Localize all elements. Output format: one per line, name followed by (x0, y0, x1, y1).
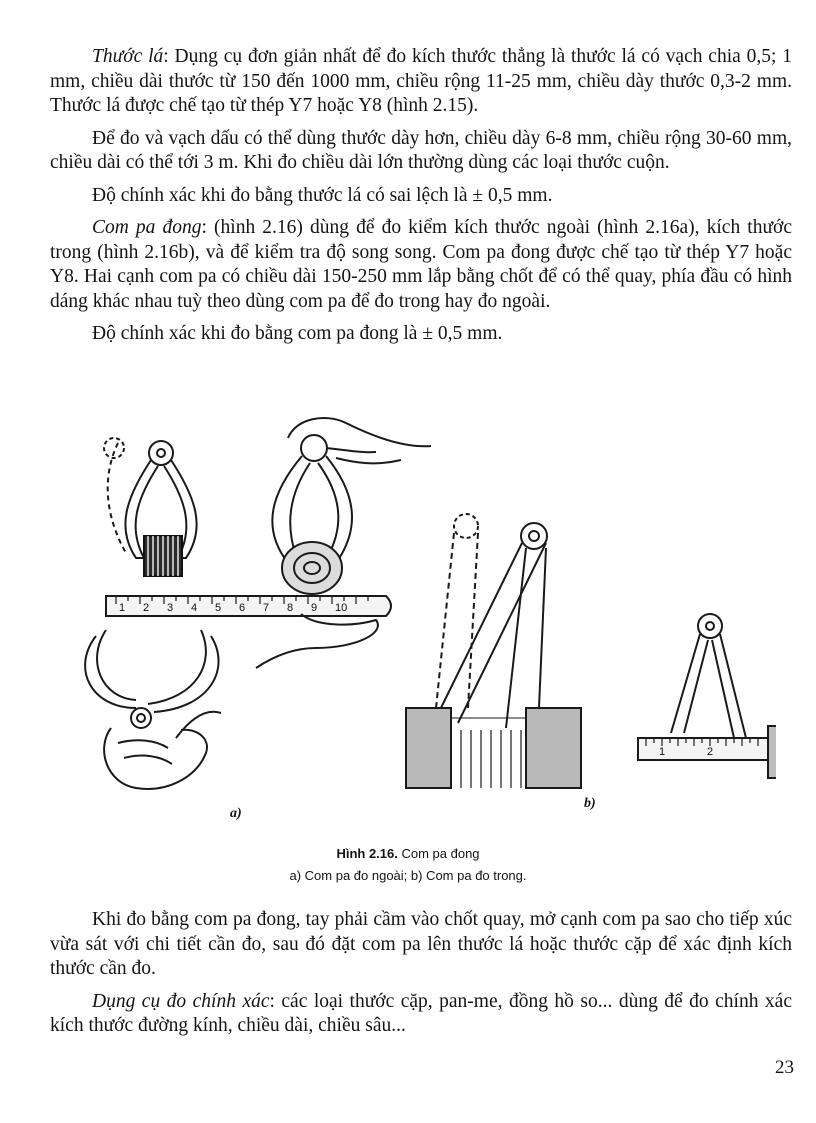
figure-2-16 (56, 408, 776, 828)
ruler-a-tick-label: 2 (143, 602, 150, 614)
calipers-illustration (56, 408, 776, 828)
ruler-a-tick-label: 8 (287, 602, 294, 614)
ruler-a-tick-label: 7 (263, 602, 270, 614)
paragraph-thuoc-la (50, 45, 792, 119)
ruler-a-tick-label: 9 (311, 602, 318, 614)
ruler-b-tick-label: 2 (707, 746, 714, 758)
figure-label-b: b) (584, 796, 596, 811)
ruler-a-tick-label: 6 (239, 602, 246, 614)
ruler-a-tick-label: 10 (335, 602, 348, 614)
paragraph-text: Khi đo bằng com pa đong, tay phải cầm vào chốt quay, mở cạnh com pa sao cho tiếp xúc vừa sát với chi tiết cần đo, sau đó đặt com pa lên thước lá hoặc thước cặp để xác định kích thước cần đo. (50, 909, 792, 979)
page-number: 23 (775, 1057, 794, 1078)
paragraph-text: Để đo và vạch dấu có thể dùng thước dày hơn, chiều dày 6-8 mm, chiều rộng 30-60 mm, chiều dài có thể tới 3 m. Khi đo chiều dài lớn thường dùng các loại thước cuộn. (50, 127, 792, 173)
paragraph-do-chinh-xac-thuoc-la (50, 184, 792, 209)
ruler-a-tick-label: 1 (119, 602, 126, 614)
paragraph-cach-do (50, 908, 792, 982)
paragraph-do-chinh-xac-com-pa (50, 322, 792, 347)
term-dung-cu-do-chinh-xac: Dụng cụ đo chính xác (92, 990, 270, 1012)
paragraph-text: Độ chính xác khi đo bằng thước lá có sai lệch là ± 0,5 mm. (92, 184, 553, 206)
paragraph-thuoc-day (50, 127, 792, 176)
outside-caliper-hand (85, 630, 221, 789)
paragraph-text: Độ chính xác khi đo bằng com pa đong là ± 0,5 mm. (92, 323, 503, 344)
ruler-a-tick-label: 3 (167, 602, 174, 614)
text-block-bottom (50, 908, 792, 1039)
paragraph-text: : các loại thước cặp, pan-me, đồng hồ so... dùng để đo chính xác kích thước đường kính, chiều dài, chiều sâu... (50, 990, 792, 1036)
paragraph-com-pa-dong (50, 216, 792, 314)
outside-caliper-block (104, 438, 197, 576)
ruler-b-tick-label: 1 (659, 746, 666, 758)
caption-number: Hình 2.16. (336, 846, 398, 861)
term-com-pa-dong: Com pa đong (92, 217, 202, 238)
outside-caliper-ball (272, 418, 431, 594)
figure-label-a: a) (230, 806, 242, 821)
paragraph-text: : Dụng cụ đơn giản nhất để đo kích thước thẳng là thước lá có vạch chia 0,5; 1 mm, chiều dài thước từ 150 đến 1000 mm, chiều rộng 11-25 mm, chiều dày thước 0,3-2 mm. Thước lá được chế tạo từ thép Y7 hoặc Y8 (hình 2.15). (50, 46, 792, 116)
caption-title: Com pa đong (397, 846, 480, 861)
paragraph-dung-cu-chinh-xac (50, 990, 792, 1039)
figure-subcaption: a) Com pa đo ngoài; b) Com pa đo trong. (289, 868, 527, 883)
ruler-a-tick-label: 5 (215, 602, 222, 614)
text-block-top (50, 45, 792, 347)
ruler-a-tick-label: 4 (191, 602, 198, 614)
term-thuoc-la: Thước lá (92, 46, 164, 67)
inside-caliper-bore (406, 514, 581, 788)
figure-caption (0, 846, 816, 861)
paragraph-text: : (hình 2.16) dùng để đo kiểm kích thước ngoài (hình 2.16a), kích thước trong (hình 2.16b), và để kiểm tra độ song song. Com pa đong được chế tạo từ thép Y7 hoặc Y8. Hai cạnh com pa có chiều dài 150-250 mm lắp bằng chốt để có thể quay, phía đầu có hình dáng khác nhau tuỳ theo dùng com pa để đo trong hay đo ngoài. (50, 217, 793, 312)
